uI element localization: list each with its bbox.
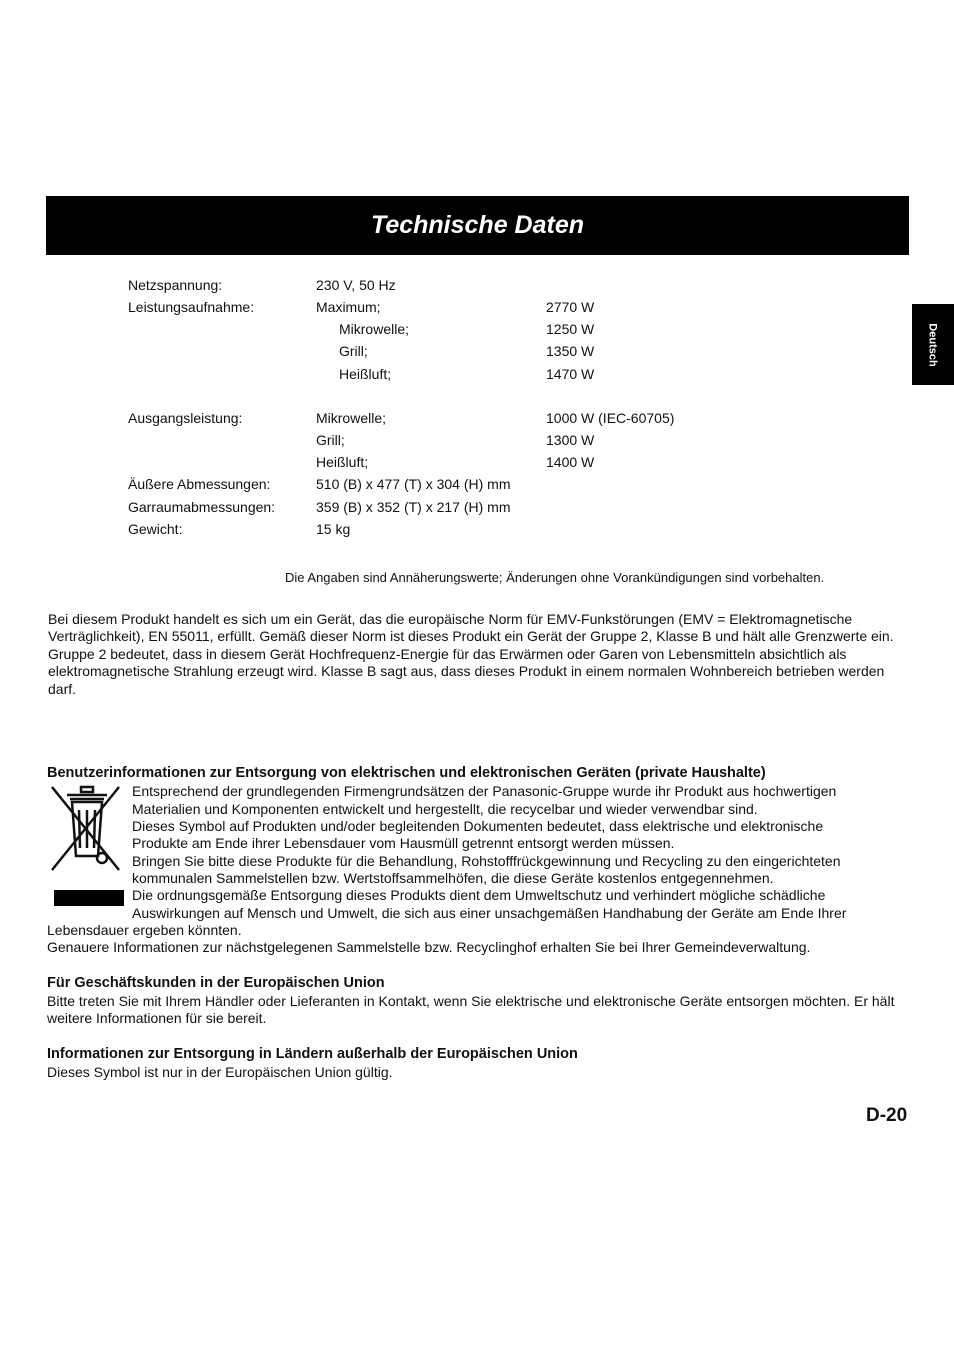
spec-label-ausgangsleistung: Ausgangsleistung: xyxy=(128,410,243,426)
page-number: D-20 xyxy=(866,1105,908,1126)
disposal-line: Auswirkungen auf Mensch und Umwelt, die sich aus einer unsachgemäßen Handhabung der Geräte am Ende Ihrer xyxy=(132,905,847,921)
disposal-line: Genauere Informationen zur nächstgelegenen Sammelstelle bzw. Recyclinghof erhalten Sie bei Ihrer Gemeindeverwaltung. xyxy=(47,939,811,955)
outside-eu-text: Dieses Symbol ist nur in der Europäischen Union gültig. xyxy=(47,1064,393,1080)
page-title: Technische Daten xyxy=(370,211,585,239)
spec-value-mikrowelle-input: 1250 W xyxy=(546,321,595,337)
spec-value-maximum: 2770 W xyxy=(546,299,595,315)
spec-name-mikrowelle-output: Mikrowelle; xyxy=(316,410,387,426)
spec-label-aeussere-abmessungen: Äußere Abmessungen: xyxy=(128,476,271,492)
spec-value-netzspannung: 230 V, 50 Hz xyxy=(316,277,396,293)
spec-label-netzspannung: Netzspannung: xyxy=(128,277,223,293)
business-heading: Für Geschäftskunden in der Europäischen Union xyxy=(47,975,385,991)
disposal-line: Bringen Sie bitte diese Produkte für die Behandlung, Rohstofffrückgewinnung und Recycling zu den eingerichteten xyxy=(132,853,841,869)
disposal-line: Materialien und Komponenten entwickelt und hergestellt, die recycelbar und wieder verwendbar sind. xyxy=(132,801,758,817)
disposal-line: Produkte am Ende ihrer Lebensdauer vom Hausmüll getrennt entsorgt werden müssen. xyxy=(132,835,675,851)
disposal-line: Dieses Symbol auf Produkten und/oder begleitenden Dokumenten bedeutet, dass elektrische und elektronische xyxy=(132,818,824,834)
language-tab-label: Deutsch xyxy=(927,322,939,367)
emv-paragraph: Bei diesem Produkt handelt es sich um ein Gerät, das die europäische Norm für EMV-Funkstörungen (EMV = Elektromagnetische Verträglichkeit), EN 55011, erfüllt. Gemäß dieser Norm ist dieses Produkt ein Gerät der Gruppe 2, Klasse B und hält alle Grenzwerte ein. Gruppe 2 bedeutet, dass in diesem Gerät Hochfrequenz-Energie für das Erwärmen oder Garen von Lebensmitteln absichtlich als elektromagnetische Strahlung erzeugt wird. Klasse B sagt aus, dass dieses Produkt in einem normalen Wohnbereich betrieben werden darf. xyxy=(48,611,894,697)
spec-value-grill-output: 1300 W xyxy=(546,432,595,448)
title-bar xyxy=(46,196,909,255)
spec-value-heissluft-output: 1400 W xyxy=(546,454,595,470)
spec-name-mikrowelle-input: Mikrowelle; xyxy=(339,321,410,337)
spec-name-grill-input: Grill; xyxy=(339,343,368,359)
spec-label-leistungsaufnahme: Leistungsaufnahme: xyxy=(128,299,255,315)
spec-value-gewicht: 15 kg xyxy=(316,521,351,537)
outside-eu-heading: Informationen zur Entsorgung in Ländern außerhalb der Europäischen Union xyxy=(47,1046,578,1062)
disposal-line: Die ordnungsgemäße Entsorgung dieses Produkts dient dem Umweltschutz und verhindert mögliche schädliche xyxy=(132,887,826,903)
approximation-note: Die Angaben sind Annäherungswerte; Änderungen ohne Vorankündigungen sind vorbehalten. xyxy=(285,570,825,585)
spec-value-mikrowelle-output: 1000 W (IEC-60705) xyxy=(546,410,675,426)
spec-name-maximum: Maximum; xyxy=(316,299,381,315)
spec-value-grill-input: 1350 W xyxy=(546,343,595,359)
spec-name-grill-output: Grill; xyxy=(316,432,345,448)
disposal-line: kommunalen Sammelstellen bzw. Wertstoffsammelhöfen, die diese Geräte kostenlos entgegennehmen. xyxy=(132,870,774,886)
disposal-heading: Benutzerinformationen zur Entsorgung von elektrischen und elektronischen Geräten (private Haushalte) xyxy=(47,765,766,781)
symbol-date-bar xyxy=(54,890,124,906)
disposal-line: Entsprechend der grundlegenden Firmengrundsätzen der Panasonic-Gruppe wurde ihr Produkt aus hochwertigen xyxy=(132,783,837,799)
spec-name-heissluft-input: Heißluft; xyxy=(339,366,392,382)
spec-value-heissluft-input: 1470 W xyxy=(546,366,595,382)
business-text: Bitte treten Sie mit Ihrem Händler oder Lieferanten in Kontakt, wenn Sie elektrische und elektronische Geräte entsorgen möchten. Er hält weitere Informationen für sie bereit. xyxy=(47,993,895,1027)
language-tab xyxy=(912,304,954,385)
disposal-line: Lebensdauer ergeben könnten. xyxy=(47,922,242,938)
spec-value-garraumabmessungen: 359 (B) x 352 (T) x 217 (H) mm xyxy=(316,499,511,515)
spec-name-heissluft-output: Heißluft; xyxy=(316,454,369,470)
spec-label-gewicht: Gewicht: xyxy=(128,521,183,537)
spec-value-aeussere-abmessungen: 510 (B) x 477 (T) x 304 (H) mm xyxy=(316,476,511,492)
spec-label-garraumabmessungen: Garraumabmessungen: xyxy=(128,499,276,515)
crossed-out-wheelie-bin-icon xyxy=(49,784,125,874)
